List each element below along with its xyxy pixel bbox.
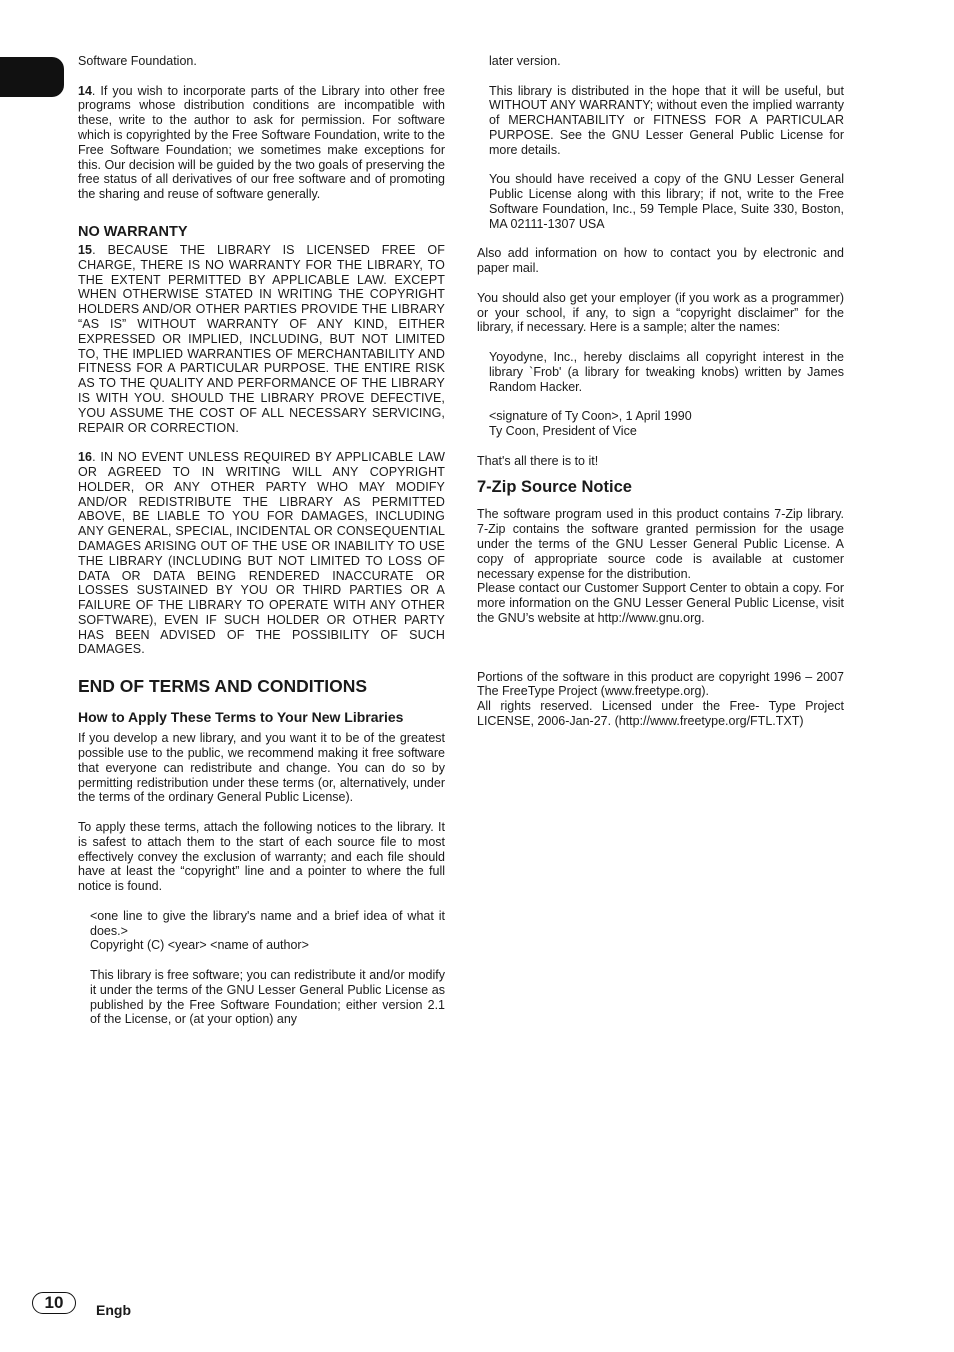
notice-free-software: This library is free software; you can redistribute it and/or modify it under the terms of the GNU Lesser General Public License as published by the Free Software Foundation; either version 2.1 of the License, or (at your option) any bbox=[90, 968, 445, 1027]
no-warranty-heading: NO WARRANTY bbox=[78, 223, 188, 240]
seven-zip-heading: 7-Zip Source Notice bbox=[477, 478, 632, 497]
clause-number: 14 bbox=[78, 83, 92, 98]
continuation-text: Software Foundation. bbox=[78, 54, 197, 68]
how-to-apply-heading: How to Apply These Terms to Your New Libraries bbox=[78, 709, 404, 726]
language-code: Engb bbox=[96, 1302, 131, 1318]
notice-later-version: later version. bbox=[489, 54, 561, 68]
page-footer bbox=[32, 1288, 131, 1318]
apply-paragraph: To apply these terms, attach the following notices to the library. It is safest to attach them to the start of each source file to most effectively convey the exclusion of warranty; and each file should have at least the “copyright” line and a pointer to where the full notice is found. bbox=[78, 820, 445, 894]
notice-received: You should have received a copy of the GNU Lesser General Public License along with this library; if not, write to the Free Software Foundation, Inc., 59 Temple Place, Suite 330, Boston, MA 02111-1307 USA bbox=[489, 172, 844, 231]
customer-support-paragraph: Please contact our Customer Support Center to obtain a copy. For more information on the GNU Lesser General Public License, visit the GNU’s website at http://www.gnu.org. bbox=[477, 581, 844, 625]
right-column bbox=[477, 54, 844, 729]
employer-paragraph: You should also get your employer (if you work as a programmer) or your school, if any, to sign a “copyright disclaimer” for the library, if necessary. Here is a sample; alter the names: bbox=[477, 290, 844, 335]
develop-paragraph: If you develop a new library, and you want it to be of the greatest possible use to the public, we recommend making it free software that everyone can redistribute and change. You can do so by permitting redistribution under these terms (or, alternatively, under the terms of the ordinary General Public License). bbox=[78, 731, 445, 805]
clause-15 bbox=[78, 243, 445, 435]
clause-14 bbox=[78, 84, 445, 202]
notice-ty-coon: Ty Coon, President of Vice bbox=[489, 423, 637, 438]
notice-signature: <signature of Ty Coon>, 1 April 1990 bbox=[489, 409, 692, 424]
clause-number: 15 bbox=[78, 242, 93, 257]
section-tab-marker bbox=[0, 57, 64, 97]
notice-hope: This library is distributed in the hope that it will be useful, but WITHOUT ANY WARRANTY; without even the implied warranty of MERCHANTABILITY or FITNESS FOR A PARTICULAR PURPOSE. See the GNU Lesser General Public License for more details. bbox=[489, 83, 844, 157]
clause-16 bbox=[78, 450, 445, 657]
thats-all-paragraph: That's all there is to it! bbox=[477, 453, 599, 468]
left-column bbox=[78, 54, 445, 1027]
clause-text: . If you wish to incorporate parts of the Library into other free programs whose distribution conditions are incompatible with these, write to the author to ask for permission. For software which is copyrighted by the Free Software Foundation, write to the Free Software Foundation; we sometimes make exceptions for this. Our decision will be guided by the two goals of preserving the free status of all derivatives of our free software and of promoting the sharing and reuse of software generally. bbox=[78, 83, 445, 202]
notice-yoyodyne: Yoyodyne, Inc., hereby disclaims all copyright interest in the library `Frob' (a library for tweaking knobs) written by James Random Hacker. bbox=[489, 349, 844, 394]
contact-paragraph: Also add information on how to contact you by electronic and paper mail. bbox=[477, 246, 844, 276]
page-number: 10 bbox=[32, 1292, 76, 1314]
freetype-portions-paragraph: Portions of the software in this product are copyright 1996 – 2007 The FreeType Project (www.freetype.org). bbox=[477, 669, 844, 699]
end-of-terms-heading: END OF TERMS AND CONDITIONS bbox=[78, 676, 368, 697]
seven-zip-paragraph: The software program used in this product contains 7-Zip library. 7-Zip contains the software granted permission for the usage under the terms of the GNU Lesser General Public License. A copy of appropriate source code is available at customer necessary expense for the distribution. bbox=[477, 507, 844, 581]
notice-one-line: <one line to give the library's name and a brief idea of what it does.> bbox=[90, 908, 445, 938]
clause-text: . BECAUSE THE LIBRARY IS LICENSED FREE OF CHARGE, THERE IS NO WARRANTY FOR THE LIBRARY, TO THE EXTENT PERMITTED BY APPLICABLE LAW. EXCEPT WHEN OTHERWISE STATED IN WRITING THE COPYRIGHT HOLDERS AND/OR OTHER PARTIES PROVIDE THE LIBRARY “AS IS” WITHOUT WARRANTY OF ANY KIND, EITHER EXPRESSED OR IMPLIED, INCLUDING, BUT NOT LIMITED TO, THE IMPLIED WARRANTIES OF MERCHANTABILITY AND FITNESS FOR A PARTICULAR PURPOSE. THE ENTIRE RISK AS TO THE QUALITY AND PERFORMANCE OF THE LIBRARY IS WITH YOU. SHOULD THE LIBRARY PROVE DEFECTIVE, YOU ASSUME THE COST OF ALL NECESSARY SERVICING, REPAIR OR CORRECTION. bbox=[78, 242, 445, 435]
notice-copyright: Copyright (C) <year> <name of author> bbox=[90, 938, 309, 953]
freetype-rights-paragraph: All rights reserved. Licensed under the Free- Type Project LICENSE, 2006-Jan-27. (http://www.freetype.org/FTL.TXT) bbox=[477, 699, 844, 729]
clause-text: . IN NO EVENT UNLESS REQUIRED BY APPLICABLE LAW OR AGREED TO IN WRITING WILL ANY COPYRIGHT HOLDER, OR ANY OTHER PARTY WHO MAY MODIFY AND/OR REDISTRIBUTE THE LIBRARY AS PERMITTED ABOVE, BE LIABLE TO YOU FOR DAMAGES, INCLUDING ANY GENERAL, SPECIAL, INCIDENTAL OR CONSEQUENTIAL DAMAGES ARISING OUT OF THE USE OR INABILITY TO USE THE LIBRARY (INCLUDING BUT NOT LIMITED TO LOSS OF DATA OR DATA BEING RENDERED INACCURATE OR LOSSES SUSTAINED BY YOU OR THIRD PARTIES OR A FAILURE OF THE LIBRARY TO OPERATE WITH ANY OTHER SOFTWARE), EVEN IF SUCH HOLDER OR OTHER PARTY HAS BEEN ADVISED OF THE POSSIBILITY OF SUCH DAMAGES. bbox=[78, 450, 445, 657]
clause-number: 16 bbox=[78, 450, 93, 465]
